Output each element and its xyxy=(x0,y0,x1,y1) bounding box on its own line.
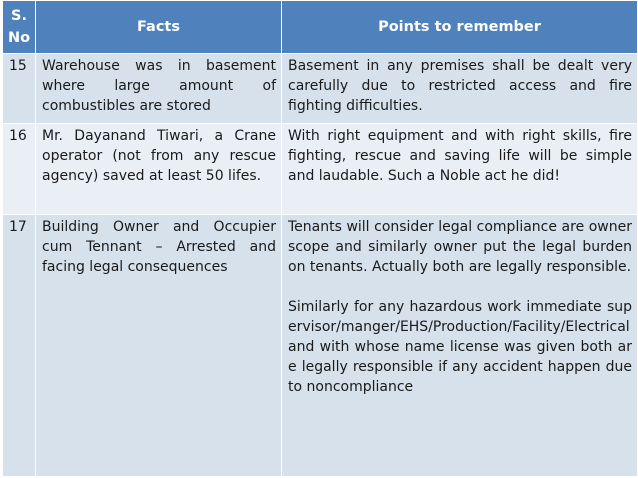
table-header-row xyxy=(3,1,638,54)
table-row xyxy=(3,54,638,124)
table-row xyxy=(3,215,638,477)
row-number: 17 xyxy=(3,215,36,477)
header-facts: Facts xyxy=(36,1,282,54)
facts-table xyxy=(2,0,638,477)
fact-cell: Mr. Dayanand Tiwari, a Crane operator (not from any rescue agency) saved at least 50 lifes. xyxy=(36,124,282,215)
row-number: 16 xyxy=(3,124,36,215)
row-number: 15 xyxy=(3,54,36,124)
fact-cell: Warehouse was in basement where large amount of combustibles are stored xyxy=(36,54,282,124)
point-paragraph: With right equipment and with right skills, fire fighting, rescue and saving life will be simple and laudable. Such a Noble act he did! xyxy=(288,128,632,184)
table-row xyxy=(3,124,638,215)
header-points: Points to remember xyxy=(282,1,638,54)
point-cell xyxy=(282,124,638,215)
point-paragraph: Basement in any premises shall be dealt very carefully due to restricted access and fire fighting difficulties. xyxy=(288,58,632,114)
point-cell xyxy=(282,215,638,477)
point-paragraph: Tenants will consider legal compliance are owner scope and similarly owner put the legal burden on tenants. Actually both are legally responsible. xyxy=(288,219,632,275)
fact-cell: Building Owner and Occupier cum Tennant – Arrested and facing legal consequences xyxy=(36,215,282,477)
header-sno: S. No xyxy=(3,1,36,54)
point-cell xyxy=(282,54,638,124)
point-paragraph: Similarly for any hazardous work immediate supervisor/manger/EHS/Production/Facility/Electrical and with whose name license was given both are legally responsible if any accident happen due to noncompliance xyxy=(288,299,632,395)
